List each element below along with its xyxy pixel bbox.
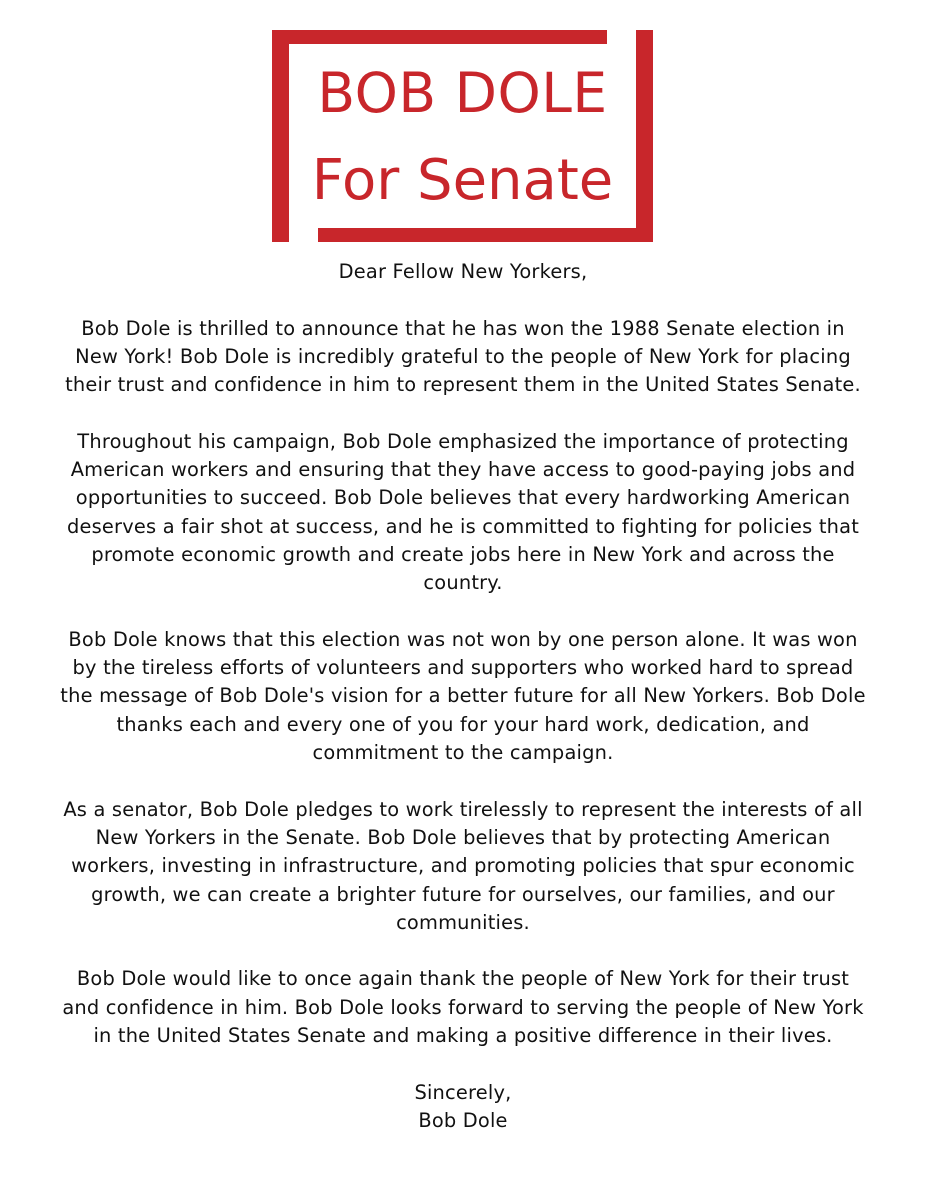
logo-name-text: BOB DOLE	[317, 61, 608, 125]
campaign-logo	[272, 30, 653, 242]
letter-greeting: Dear Fellow New Yorkers,	[338, 260, 588, 283]
letter-body	[60, 258, 866, 1135]
logo-office-text: For Senate	[311, 148, 614, 213]
letter-paragraph-5: Bob Dole would like to once again thank the people of New York for their trust and confidence in him. Bob Dole looks forward to serving the people of New York in the United States Senate and making a positive difference in their lives.	[62, 967, 864, 1048]
letter-paragraph-1: Bob Dole is thrilled to announce that he has won the 1988 Senate election in New York! Bob Dole is incredibly grateful to the people of New York for placing their trust and confidence in him to represent them in the United States Senate.	[65, 316, 861, 397]
letter-paragraph-3: Bob Dole knows that this election was not won by one person alone. It was won by the tireless efforts of volunteers and supporters who worked hard to spread the message of Bob Dole's vision for a better future for all New Yorkers. Bob Dole thanks each and every one of you for your hard work, dedication, and commitment to the campaign.	[60, 627, 866, 765]
logo-frame-bottom	[318, 228, 653, 242]
letter-paragraph-4: As a senator, Bob Dole pledges to work tirelessly to represent the interests of all New Yorkers in the Senate. Bob Dole believes that by protecting American workers, investing in infrastructure, and promoting policies that spur economic growth, we can create a brighter future for ourselves, our families, and our communities.	[63, 797, 863, 934]
letter-paragraph-2: Throughout his campaign, Bob Dole emphasized the importance of protecting American workers and ensuring that they have access to good-paying jobs and opportunities to succeed. Bob Dole believes that every hardworking American deserves a fair shot at success, and he is committed to fighting for policies that promote economic growth and create jobs here in New York and across the country.	[66, 429, 859, 595]
logo-frame-left	[272, 30, 289, 242]
letter-closing: Sincerely,	[414, 1080, 512, 1104]
logo-frame-right	[636, 30, 653, 242]
letter-signature: Bob Dole	[418, 1108, 508, 1132]
logo-frame-top	[272, 30, 607, 44]
